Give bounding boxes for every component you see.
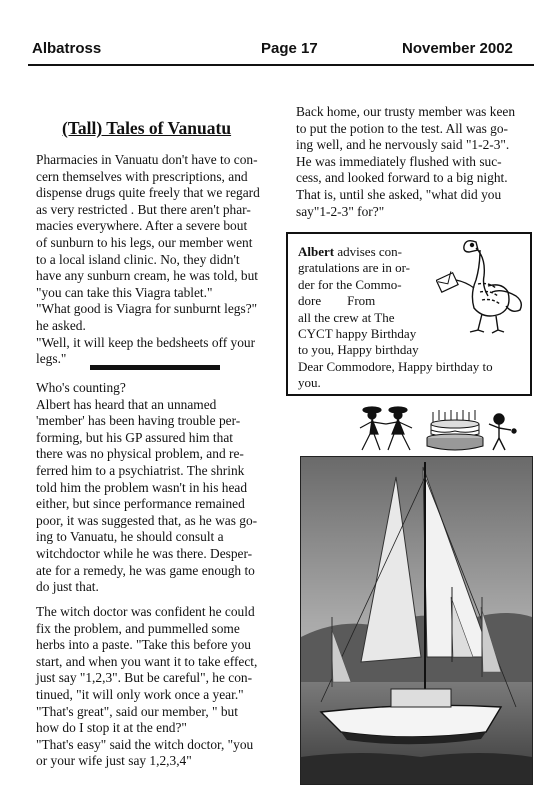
text-line: start, and when you want it to take effect, <box>36 653 258 669</box>
text-line: or your wife just say 1,2,3,4" <box>36 753 192 769</box>
text-fragment: advises con- <box>334 244 402 259</box>
text-line: just say "1,2,3". But be careful", he con- <box>36 670 253 686</box>
text-line: all the crew at The <box>298 309 395 325</box>
text-line: ing well, and he nervously said "1-2-3". <box>296 137 510 153</box>
section-divider <box>90 365 220 370</box>
text-line: Back home, our trusty member was keen <box>296 104 516 119</box>
text-line: poor, it was suggested that, as he was go- <box>36 512 258 528</box>
text-line: legs." <box>36 351 67 367</box>
text-line: ferred him to a psychiatrist. The shrink <box>36 462 245 478</box>
text-line: have any sunburn cream, he was told, but <box>36 268 258 284</box>
text-line: "Well, it will keep the bedsheets off your <box>36 334 256 350</box>
text-line: 'member' has been having trouble per- <box>36 413 241 429</box>
text-line: do just that. <box>36 579 99 595</box>
text-line: to you, Happy birthday <box>298 342 419 358</box>
albert-name: Albert <box>298 244 335 259</box>
text-line: The witch doctor was confident he could <box>36 604 255 619</box>
text-line: dispense drugs quite freely that we regard <box>36 185 260 201</box>
text-line: there was no physical problem, and re- <box>36 446 244 462</box>
text-line: dore From <box>298 293 376 309</box>
text-line: to put the potion to the test. All was go- <box>296 120 509 136</box>
text-line: "That's great", said our member, " but <box>36 703 238 719</box>
article-title: (Tall) Tales of Vanuatu <box>62 118 232 138</box>
yacht-image <box>301 457 532 784</box>
text-line: forming, but his GP assured him that <box>36 429 234 445</box>
text-line: That is, until she asked, "what did you <box>296 186 502 202</box>
text-line: you. <box>298 375 321 391</box>
text-line: ate for a remedy, he was game enough to <box>36 562 255 578</box>
text-line: macies everywhere. After a severe bout <box>36 218 248 234</box>
text-line: gratulations are in or- <box>298 260 411 276</box>
text-line: either, but since performance remained <box>36 496 245 512</box>
header-rule <box>28 64 534 66</box>
envelope-icon <box>436 271 458 292</box>
text-line: der for the Commo- <box>298 276 402 292</box>
text-line: He was immediately flushed with suc- <box>296 153 502 169</box>
text-line: as very restricted . But there aren't phar- <box>36 201 251 217</box>
text-line: "you can take this Viagra tablet." <box>36 284 213 300</box>
text-line: tinued, "it will only work once a year." <box>36 686 244 702</box>
text-line: he asked. <box>36 317 86 333</box>
text-line: say"1-2-3" for?" <box>296 203 385 219</box>
text-line: of sunburn to his legs, our member went <box>36 234 253 250</box>
text-line: cern themselves with prescriptions, and <box>36 168 248 184</box>
text-line: CYCT happy Birthday <box>298 326 417 342</box>
text-line: ing to Vanuatu, he should consult a <box>36 529 224 545</box>
article-section-counting <box>36 380 286 596</box>
cheering-figure-icon <box>487 412 521 452</box>
article-continuation <box>296 104 546 220</box>
text-line: Pharmacies in Vanuatu don't have to con- <box>36 152 258 167</box>
text-line: fix the problem, and pummelled some <box>36 620 240 636</box>
text-line: to a local island clinic. No, they didn't <box>36 251 240 267</box>
text-line: told him the problem wasn't in his head <box>36 479 248 495</box>
text-line: Albert has heard that an unnamed <box>36 396 217 412</box>
text-line: "What good is Viagra for sunburnt legs?" <box>36 301 258 317</box>
sailing-yacht-photo <box>300 456 533 785</box>
text-line: Who's counting? <box>36 380 126 395</box>
newsletter-name: Albatross <box>32 40 102 57</box>
birthday-cake-icon <box>425 404 485 454</box>
text-line: herbs into a paste. "Take this before you <box>36 637 251 653</box>
text-line: how do I stop it at the end?" <box>36 720 187 736</box>
text-line: "That's easy" said the witch doctor, "you <box>36 736 254 752</box>
text-line: witchdoctor while he was there. Desper- <box>36 545 253 561</box>
article-intro <box>36 152 286 368</box>
albatross-cartoon-icon <box>436 236 530 336</box>
issue-date: November 2002 <box>402 40 513 57</box>
text-line: Dear Commodore, Happy birthday to <box>298 358 493 374</box>
text-line: cess, and looked forward to a big night. <box>296 170 508 186</box>
page-number: Page 17 <box>261 40 318 57</box>
article-section-witchdoctor <box>36 604 286 770</box>
